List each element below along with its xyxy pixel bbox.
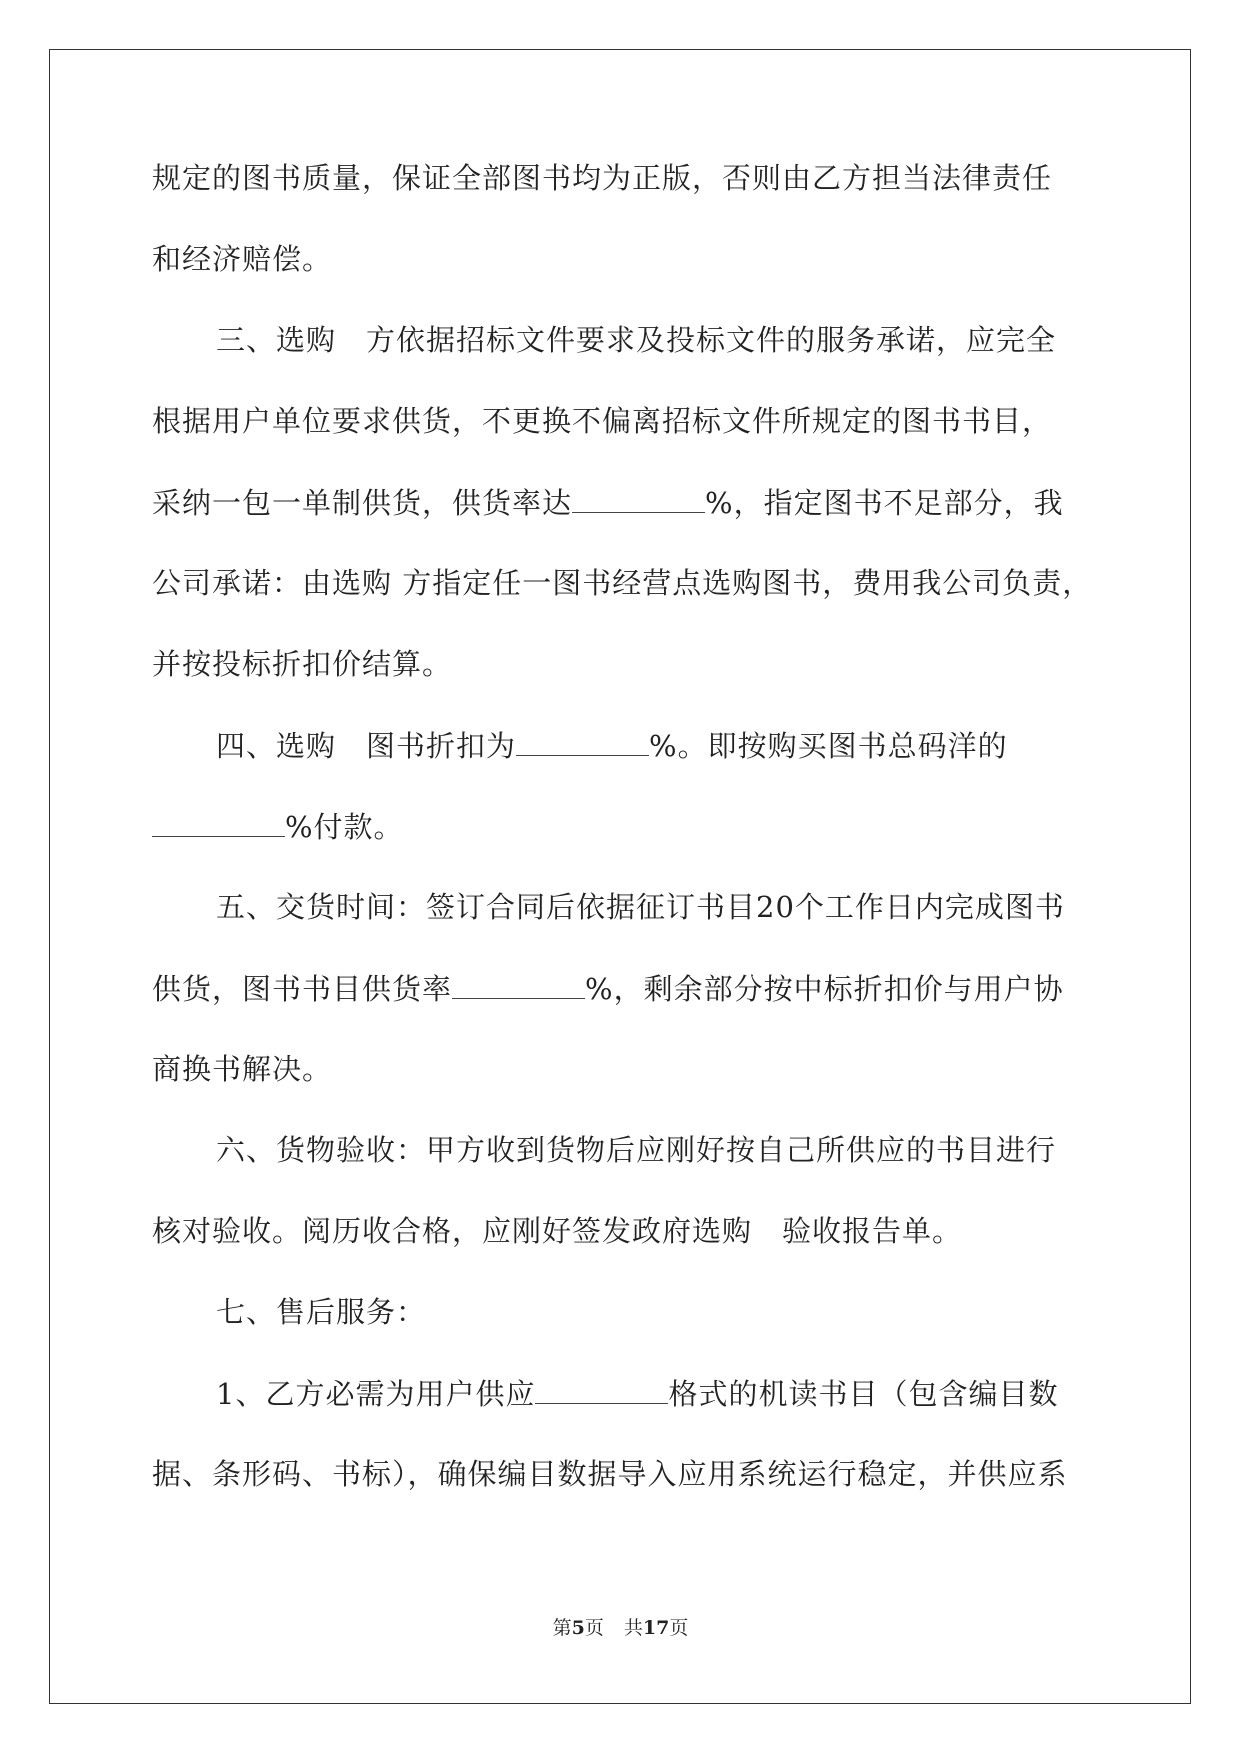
text-line: 和经济赔偿。	[152, 242, 333, 276]
text-segment: 供货，图书书目供货率	[152, 972, 453, 1006]
text-segment: 四、选购 图书折扣为	[216, 729, 517, 763]
text-line: 商换书解决。	[152, 1052, 333, 1086]
text-line: 根据用户单位要求供货，不更换不偏离招标文件所规定的图书书目，	[152, 404, 1053, 438]
footer-prefix: 第	[552, 1617, 572, 1639]
fill-in-blank	[572, 482, 705, 513]
text-line	[152, 806, 1090, 887]
text-segment: %，指定图书不足部分，我	[705, 486, 1064, 520]
text-line	[152, 482, 1090, 563]
list-item	[152, 1373, 1090, 1454]
document-body	[152, 158, 1093, 1535]
text-segment: %。即按购买图书总码洋的	[649, 729, 1008, 763]
text-segment: 格式的机读书目（包含编目数	[668, 1377, 1059, 1411]
section-six-heading: 六、货物验收：甲方收到货物后应刚好按自己所供应的书目进行	[216, 1133, 1057, 1167]
text-line: 核对验收。阅历收合格，应刚好签发政府选购 验收报告单。	[152, 1214, 963, 1248]
text-segment: %付款。	[285, 810, 404, 844]
fill-in-blank	[535, 1373, 668, 1404]
text-line: 规定的图书质量，保证全部图书均为正版，否则由乙方担当法律责任	[152, 161, 1053, 195]
text-line	[152, 968, 1090, 1049]
text-line: 据、条形码、书标），确保编目数据导入应用系统运行稳定，并供应系	[152, 1457, 1068, 1491]
section-three-heading: 三、选购 方依据招标文件要求及投标文件的服务承诺，应完全	[216, 323, 1057, 357]
page-footer	[0, 1613, 1241, 1640]
section-seven-heading: 七、售后服务：	[216, 1295, 427, 1329]
text-line: 并按投标折扣价结算。	[152, 647, 453, 681]
fill-in-blank	[452, 968, 585, 999]
fill-in-blank	[516, 725, 649, 756]
text-line: 公司承诺：由选购 方指定任一图书经营点选购图书，费用我公司负责，	[152, 566, 1093, 600]
text-segment: %，剩余部分按中标折扣价与用户协	[585, 972, 1064, 1006]
footer-total-suffix: 页	[669, 1617, 689, 1639]
section-five-heading: 五、交货时间：签订合同后依据征订书目20个工作日内完成图书	[216, 890, 1065, 924]
total-pages: 17	[642, 1617, 670, 1639]
section-four-heading	[152, 725, 1090, 806]
footer-page-suffix: 页	[584, 1617, 604, 1639]
page-number: 5	[571, 1617, 585, 1639]
text-segment: 采纳一包一单制供货，供货率达	[152, 486, 573, 520]
text-segment: 1、乙方必需为用户供应	[216, 1377, 536, 1411]
footer-total-prefix: 共	[623, 1617, 643, 1639]
fill-in-blank	[152, 806, 285, 837]
